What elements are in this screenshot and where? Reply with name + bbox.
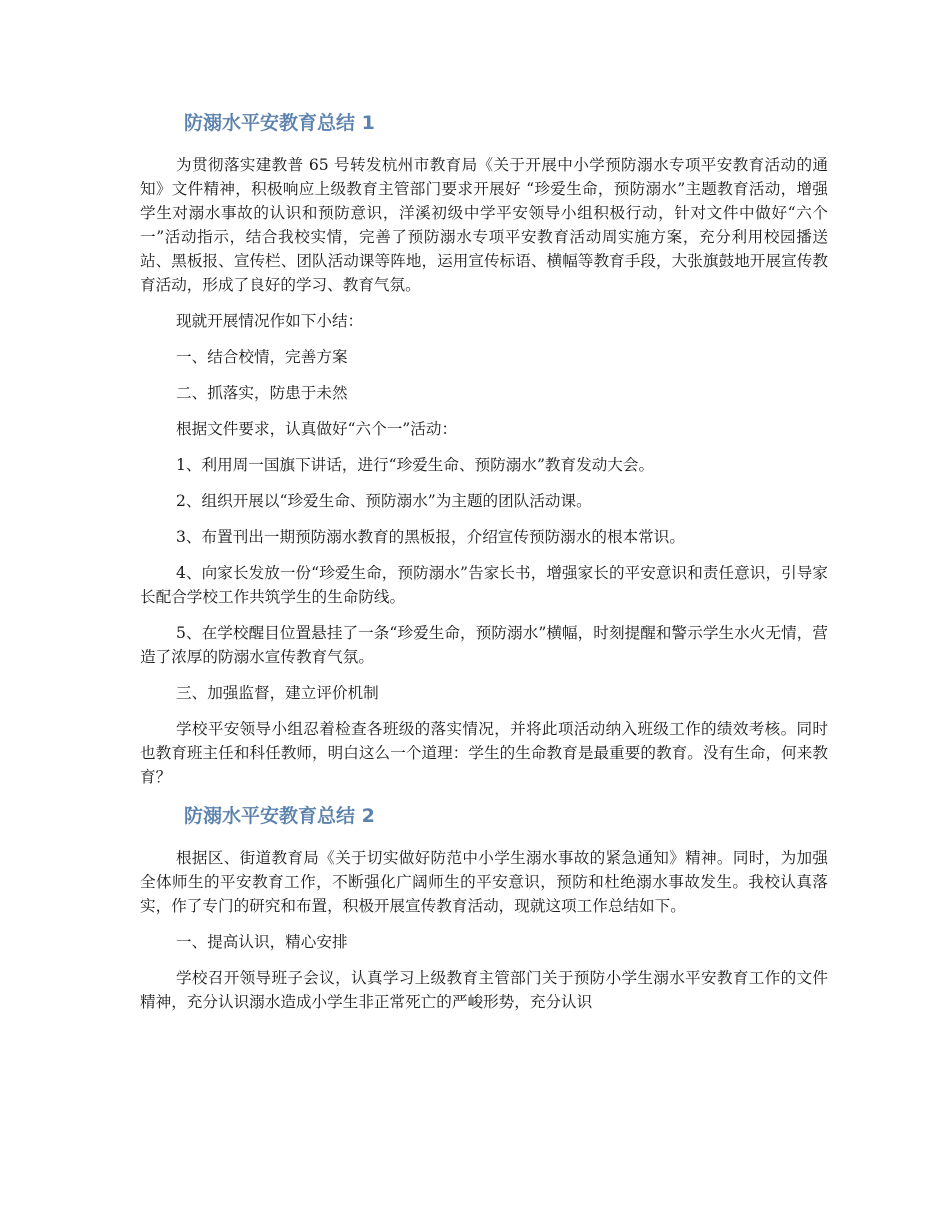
paragraph: 3、布置刊出一期预防溺水教育的黑板报，介绍宣传预防溺水的根本常识。: [176, 528, 685, 546]
paragraph: 5、在学校醒目位置悬挂了一条“珍爱生命，预防溺水”横幅，时刻提醒和警示学生水火无情，营造了浓厚的防溺水宣传教育气氛。: [140, 624, 828, 666]
paragraph: 学校召开领导班子会议，认真学习上级教育主管部门关于预防小学生溺水平安教育工作的文件精神，充分认识溺水造成小学生非正常死亡的严峻形势，充分认识: [140, 969, 828, 1011]
paragraph: 现就开展情况作如下小结：: [176, 312, 364, 330]
paragraph: 学校平安领导小组忍着检查各班级的落实情况，并将此项活动纳入班级工作的绩效考核。同时也教育班主任和科任教师，明白这么一个道理：学生的生命教育是最重要的教育。没有生命，何来教育？: [140, 720, 828, 786]
paragraph: 一、提高认识，精心安排: [176, 933, 348, 951]
paragraph: 一、结合校情，完善方案: [176, 348, 348, 366]
paragraph: 2、组织开展以“珍爱生命、预防溺水”为主题的团队活动课。: [176, 492, 592, 510]
paragraph: 1、利用周一国旗下讲话，进行“珍爱生命、预防溺水”教育发动大会。: [176, 456, 655, 474]
paragraph: 三、加强监督，建立评价机制: [176, 684, 379, 702]
section-1-title: 防溺水平安教育总结 1: [184, 112, 375, 134]
paragraph: 根据区、街道教育局《关于切实做好防范中小学生溺水事故的紧急通知》精神。同时，为加强全体师生的平安教育工作，不断强化广阔师生的平安意识，预防和杜绝溺水事故发生。我校认真落实，作了专门的研究和布置，积极开展宣传教育活动，现就这项工作总结如下。: [140, 849, 828, 915]
paragraph: 二、抓落实，防患于未然: [176, 384, 348, 402]
section-2-title: 防溺水平安教育总结 2: [184, 805, 375, 827]
paragraph: 根据文件要求，认真做好“六个一”活动：: [176, 420, 458, 438]
paragraph: 4、向家长发放一份“珍爱生命，预防溺水”告家长书，增强家长的平安意识和责任意识，引导家长配合学校工作共筑学生的生命防线。: [140, 564, 828, 606]
paragraph: 为贯彻落实建教普 65 号转发杭州市教育局《关于开展中小学预防溺水专项平安教育活动的通知》文件精神，积极响应上级教育主管部门要求开展好 “珍爱生命，预防溺水”主题教育活动，增强学生对溺水事故的认识和预防意识，洋溪初级中学平安领导小组积极行动，针对文件中做好“六个一”活动指示，结合我校实情，完善了预防溺水专项平安教育活动周实施方案，充分利用校园播送站、黑板报、宣传栏、团队活动课等阵地，运用宣传标语、横幅等教育手段，大张旗鼓地开展宣传教育活动，形成了良好的学习、教育气氛。: [140, 156, 828, 294]
document-page: [140, 108, 828, 1026]
